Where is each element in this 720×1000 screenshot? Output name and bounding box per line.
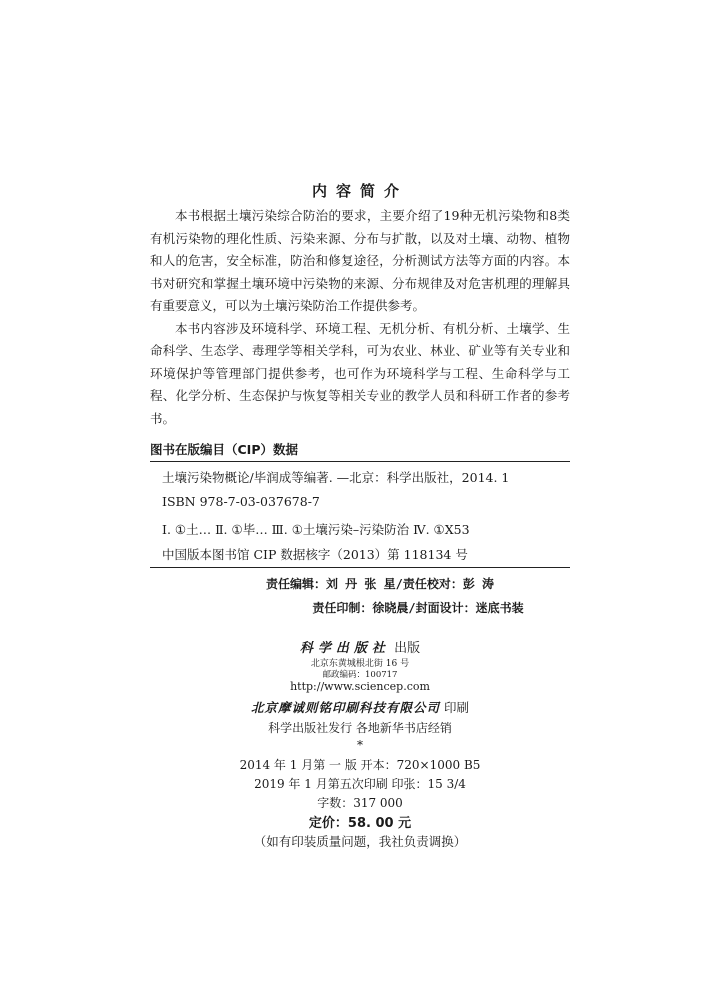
cip-entry-isbn: ISBN 978-7-03-037678-7 [162, 494, 320, 509]
printer-suffix: 印刷 [443, 700, 469, 715]
cip-entry-classification: Ⅰ. ①土… Ⅱ. ①毕… Ⅲ. ①土壤污染–污染防治 Ⅳ. ①X53 [162, 522, 470, 537]
editor-credits: 责任编辑：刘 丹 张 星/责任校对：彭 涛 [265, 577, 495, 591]
distribution-line: 科学出版社发行 各地新华书店经销 [268, 721, 452, 735]
printer-name: 北京摩诚则铭印刷科技有限公司 [250, 700, 440, 715]
edition-line-2: 2019 年 1 月第五次印刷 印张：15 3/4 [254, 777, 466, 791]
word-count: 字数：317 000 [317, 796, 403, 810]
cip-top-rule [150, 461, 570, 462]
quality-note: （如有印装质量问题，我社负责调换） [253, 834, 467, 849]
publisher-address: 北京东黄城根北街 16 号 [310, 659, 410, 669]
summary-paragraph: 本书根据土壤污染综合防治的要求，主要介绍了19种无机污染物和8类有机污染物的理化性质、污染来源、分布与扩散，以及对土壤、动物、植物和人的危害，安全标准，防治和修复途径，分析测试方法等方面的内容。本书对研究和掌握土壤环境中污染物的来源、分布规律及对危害机理的理解具有重要意义，可以为土壤污染防治工作提供参考。 [150, 208, 570, 313]
cip-heading: 图书在版编目（CIP）数据 [150, 442, 298, 457]
price: 定价：58. 00 元 [308, 816, 412, 831]
production-credits: 责任印制：徐晓晨/封面设计：迷底书装 [312, 601, 524, 615]
publisher-line [0, 637, 720, 656]
cip-entry-record-number: 中国版本图书馆 CIP 数据核字（2013）第 118134 号 [162, 547, 468, 562]
cip-entry-title: 土壤污染物概论/毕润成等编著. —北京：科学出版社，2014. 1 [162, 470, 510, 485]
summary-body [150, 205, 570, 430]
separator-star: * [357, 738, 363, 752]
publisher-suffix: 出版 [394, 641, 421, 656]
summary-paragraph: 本书内容涉及环境科学、环境工程、无机分析、有机分析、土壤学、生命科学、生态学、毒理学等相关学科，可为农业、林业、矿业等有关专业和环境保护等管理部门提供参考，也可作为环境科学与工程、生命科学与工程、化学分析、生态保护与恢复等相关专业的教学人员和科研工作者的参考书。 [150, 320, 570, 426]
publisher-postcode: 邮政编码：100717 [322, 670, 398, 680]
edition-line-1: 2014 年 1 月第 一 版 开本：720×1000 B5 [239, 758, 481, 772]
printer-line [0, 698, 720, 716]
summary-title: 内容简介 [311, 182, 408, 200]
cip-bottom-rule [150, 567, 570, 568]
publisher-website: http://www.sciencep.com [290, 680, 430, 693]
publisher-name: 科学出版社 [299, 641, 390, 656]
